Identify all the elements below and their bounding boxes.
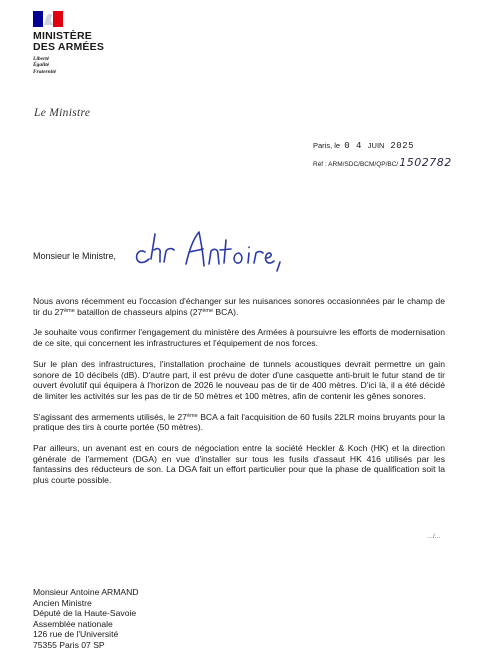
recipient-former-title: Ancien Ministre bbox=[33, 597, 92, 608]
marianne-logo bbox=[33, 11, 63, 27]
body-paragraph-4 bbox=[33, 412, 445, 433]
salutation: Monsieur le Ministre, bbox=[33, 251, 117, 261]
ministry-line-2: DES ARMÉES bbox=[33, 41, 105, 53]
reference-number: 1502782 bbox=[399, 156, 452, 169]
recipient-street: 126 rue de l'Université bbox=[33, 629, 119, 640]
motto-liberte: Liberté bbox=[33, 56, 50, 62]
body-paragraph-5: Par ailleurs, un avenant est en cours de négociation entre la société Heckler & Koch (HK) et la direction générale de l'armement (DGA) en vue d'installer sur tous les fusils d'assaut HK 416 utilisés par les fantassins des réducteurs de son. La DGA fait un effort particulier pour que la phase de qualification soit la plus courte possible. bbox=[33, 443, 445, 486]
motto-egalite: Égalité bbox=[33, 62, 50, 69]
date-year: 2025 bbox=[390, 141, 414, 151]
letter-body bbox=[33, 296, 445, 496]
motto-fraternite: Fraternité bbox=[33, 68, 57, 75]
ordinal-suffix: ème bbox=[202, 307, 214, 314]
reference-line bbox=[313, 156, 452, 169]
date-stamp bbox=[344, 141, 414, 151]
p1-text: Nous avons récemment eu l'occasion d'échanger sur les nuisances sonores occasionnées par le champ de tir du 27ème bataillon de chasseurs alpins (27ème BCA). bbox=[33, 296, 445, 317]
ordinal-suffix: ème bbox=[64, 307, 75, 314]
recipient-address bbox=[33, 587, 139, 651]
continuation-mark: …/… bbox=[427, 534, 441, 540]
date-month: JUIN bbox=[367, 141, 385, 150]
recipient-institution: Assemblée nationale bbox=[33, 618, 113, 629]
body-paragraph-1 bbox=[33, 296, 445, 317]
date-day: 0 4 bbox=[344, 141, 362, 151]
p4-text: S'agissant des armements utilisés, le 27ème BCA a fait l'acquisition de 60 fusils 22LR moins bruyants pour la pratique des tirs à courte portée (50 mètres). bbox=[33, 411, 445, 433]
date-line bbox=[313, 141, 414, 151]
date-place: Paris, le bbox=[313, 141, 341, 150]
body-paragraph-3: Sur le plan des infrastructures, l'installation prochaine de tunnels acoustiques devrait permettre un gain sonore de 10 décibels (dB). D'autre part, il est prévu de doter d'une casquette anti-bruit le futur stand de tir ouvert évolutif qui équipera à l'horizon de 2026 le nouveau pas de tir de 400 mètres. D'ici là, il a été décidé de limiter les activités sur les pas de tir de 50 mètres et 100 mètres, afin de contenir les gênes sonores. bbox=[33, 358, 445, 401]
body-paragraph-2: Je souhaite vous confirmer l'engagement du ministère des Armées à poursuivre les efforts de modernisation de ce site, qui concernent les infrastructures et l'équipement de nos forces. bbox=[33, 327, 445, 349]
ministry-line-1: MINISTÈRE bbox=[33, 30, 92, 42]
signatory-title: Le Ministre bbox=[34, 107, 91, 119]
recipient-city: 75355 Paris 07 SP bbox=[33, 639, 105, 650]
recipient-name: Monsieur Antoine ARMAND bbox=[33, 587, 139, 597]
ordinal-suffix: ème bbox=[186, 412, 198, 419]
ministry-name bbox=[33, 31, 104, 53]
handwritten-greeting bbox=[131, 226, 291, 274]
republic-motto bbox=[33, 56, 56, 75]
reference-prefix: Réf : ARM/SDC/BCM/QP/BC/ bbox=[313, 161, 399, 168]
recipient-office: Député de la Haute-Savoie bbox=[33, 608, 137, 619]
